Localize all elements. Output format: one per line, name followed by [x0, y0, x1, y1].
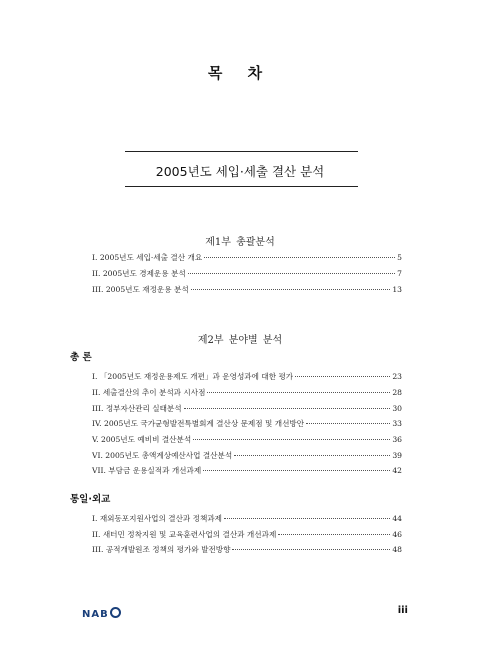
dot-leader	[204, 257, 395, 258]
toc-entry-page: 48	[392, 545, 402, 554]
toc-entry[interactable]	[92, 418, 402, 431]
toc-entry[interactable]	[92, 544, 402, 557]
toc-entry-page: 33	[392, 419, 402, 428]
toc-entry-page: 5	[397, 253, 402, 262]
dot-leader	[193, 439, 390, 440]
toc-entry[interactable]	[92, 513, 402, 526]
nabo-logo-text: NAB	[82, 609, 109, 620]
toc-entry-page: 39	[392, 451, 402, 460]
toc-entry-page: 44	[392, 514, 402, 523]
toc-entry-text: I. 「2005년도 재정운용제도 개편」과 운영성과에 대한 평가	[92, 372, 294, 381]
toc-entry[interactable]	[92, 268, 402, 281]
main-title: 2005년도 세입·세출 결산 분석	[155, 164, 325, 179]
toc-entry-page: 42	[392, 466, 402, 475]
toc-entry-page: 28	[392, 388, 402, 397]
dot-leader	[224, 518, 390, 519]
toc-title: 목 차	[207, 64, 273, 82]
toc-entry-text: VI. 2005년도 총액계상예산사업 결산분석	[92, 451, 233, 460]
dot-leader	[203, 470, 390, 471]
toc-entry[interactable]	[92, 252, 402, 265]
toc-entry-text: III. 정부자산관리 실태분석	[92, 404, 182, 413]
toc-entry-text: III. 공적개발원조 정책의 평가와 발전방향	[92, 545, 231, 554]
toc-entry-text: II. 새터민 정착지원 및 교육훈련사업의 결산과 개선과제	[92, 530, 277, 539]
dot-leader	[306, 423, 390, 424]
page-number: iii	[397, 605, 408, 616]
dot-leader	[184, 408, 391, 409]
section-heading-unification-diplomacy: 통일·외교	[70, 494, 111, 505]
part-1-heading: 제1부 총괄분석	[205, 237, 275, 248]
toc-entry[interactable]	[92, 371, 402, 384]
title-rule-top	[125, 151, 358, 152]
toc-entry-page: 23	[392, 372, 402, 381]
toc-entry[interactable]	[92, 450, 402, 463]
toc-entry-page: 13	[392, 285, 402, 294]
toc-entry[interactable]	[92, 403, 402, 416]
toc-entry-text: I. 2005년도 세입·세출 결산 개요	[92, 253, 203, 262]
dot-leader	[188, 273, 395, 274]
section-heading-overview: 총 론	[70, 352, 92, 363]
toc-entry-page: 7	[397, 269, 402, 278]
part-2-heading: 제2부 분야별 분석	[197, 335, 283, 346]
dot-leader	[234, 455, 390, 456]
toc-entry-text: I. 재외동포지원사업의 결산과 정책과제	[92, 514, 223, 523]
toc-entry-text: V. 2005년도 예비비 결산분석	[92, 435, 192, 444]
title-rule-bottom	[125, 186, 358, 187]
nabo-logo	[82, 607, 121, 620]
toc-entry-text: II. 세출결산의 추이 분석과 시사점	[92, 388, 206, 397]
toc-entry-text: VII. 부담금 운용실적과 개선과제	[92, 466, 202, 475]
toc-entry[interactable]	[92, 529, 402, 542]
toc-entry[interactable]	[92, 434, 402, 447]
toc-entry-text: II. 2005년도 경제운용 분석	[92, 269, 186, 278]
dot-leader	[295, 376, 390, 377]
toc-entry[interactable]	[92, 387, 402, 400]
toc-entry-page: 30	[392, 404, 402, 413]
toc-entry-page: 36	[392, 435, 402, 444]
toc-entry-text: IV. 2005년도 국가균형발전특별회계 결산상 문제점 및 개선방안	[92, 419, 305, 428]
toc-entry[interactable]	[92, 284, 402, 297]
toc-entry[interactable]	[92, 465, 402, 478]
toc-entry-text: III. 2005년도 재정운용 분석	[92, 285, 189, 294]
dot-leader	[207, 392, 390, 393]
logo-ring-icon	[110, 607, 121, 618]
dot-leader	[232, 549, 390, 550]
dot-leader	[278, 534, 390, 535]
dot-leader	[191, 289, 391, 290]
toc-entry-page: 46	[392, 530, 402, 539]
